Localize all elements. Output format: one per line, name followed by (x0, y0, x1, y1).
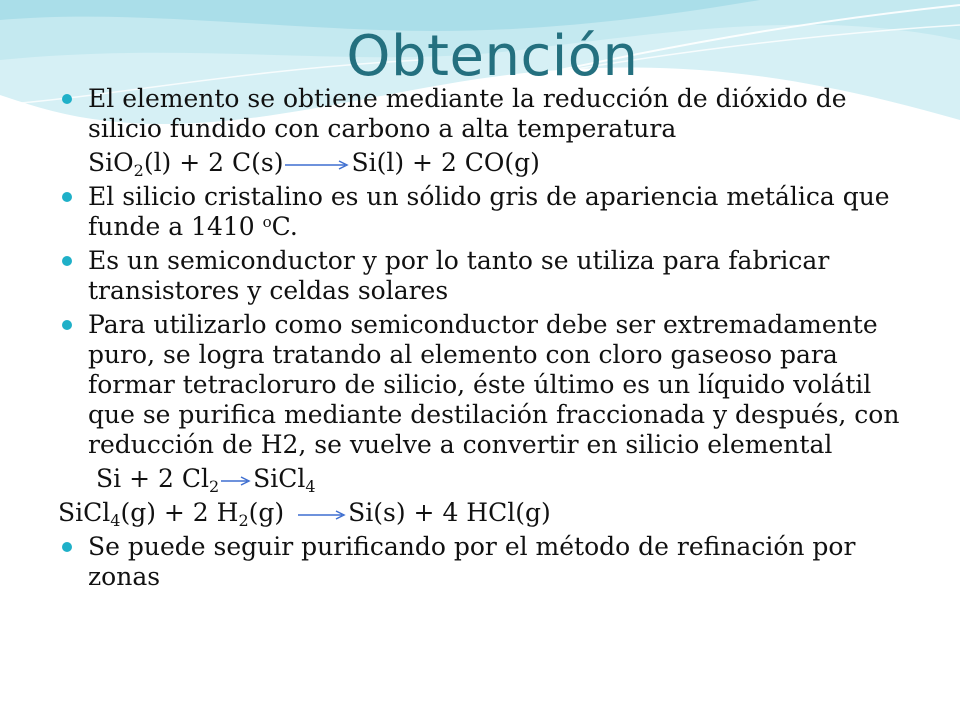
equation-reactant: SiO (88, 148, 134, 177)
bullet-text: C. (271, 212, 298, 241)
bullet-text: Se puede seguir purificando por el método de refinación por zonas (88, 532, 856, 591)
equation-subscript: 2 (208, 477, 220, 496)
bullet-icon (62, 542, 72, 552)
equation-subscript: 4 (110, 511, 121, 530)
equation-product: Si(s) + 4 HCl(g) (348, 498, 551, 527)
bullet-icon (62, 320, 72, 330)
equation-reactant: SiCl (58, 498, 111, 527)
bullet-item (58, 246, 918, 306)
equation-subscript: 4 (305, 477, 316, 496)
bullet-icon (62, 94, 72, 104)
equation-reactant: Si + 2 Cl (96, 464, 209, 493)
bullet-text: Es un semiconductor y por lo tanto se utiliza para fabricar transistores y celdas solares (88, 246, 830, 305)
reaction-arrow-icon (219, 467, 253, 487)
equation-subscript: 2 (238, 511, 249, 530)
chemical-equation (58, 498, 918, 528)
chemical-equation (58, 464, 918, 494)
bullet-icon (62, 192, 72, 202)
bullet-item (58, 310, 918, 460)
degree-superscript: o (262, 213, 272, 231)
chemical-equation (58, 148, 918, 178)
bullet-text: El elemento se obtiene mediante la reducción de dióxido de silicio fundido con carbono a alta temperatura (88, 84, 847, 143)
bullet-item (58, 84, 918, 144)
equation-subscript: 2 (133, 161, 144, 180)
equation-product: SiCl (253, 464, 306, 493)
reaction-arrow-icon (283, 151, 351, 171)
equation-reactant: (g) (248, 498, 285, 527)
bullet-text: Para utilizarlo como semiconductor debe ser extremadamente puro, se logra tratando al elemento con cloro gaseoso para formar tetracloruro de silicio, éste último es un líquido volátil que se purifica mediante destilación fraccionada y después, con reducción de H2, se vuelve a convertir en silicio elemental (88, 310, 900, 459)
bullet-item (58, 532, 918, 592)
bullet-text: El silicio cristalino es un sólido gris de apariencia metálica que funde a 1410 (88, 182, 890, 241)
slide-content (58, 84, 918, 596)
reaction-arrow-icon (284, 501, 348, 521)
bullet-icon (62, 256, 72, 266)
slide-title: Obtención (346, 24, 639, 89)
equation-reactant: (l) + 2 C(s) (143, 148, 284, 177)
bullet-item (58, 182, 918, 242)
equation-product: Si(l) + 2 CO(g) (351, 148, 540, 177)
equation-reactant: (g) + 2 H (120, 498, 239, 527)
